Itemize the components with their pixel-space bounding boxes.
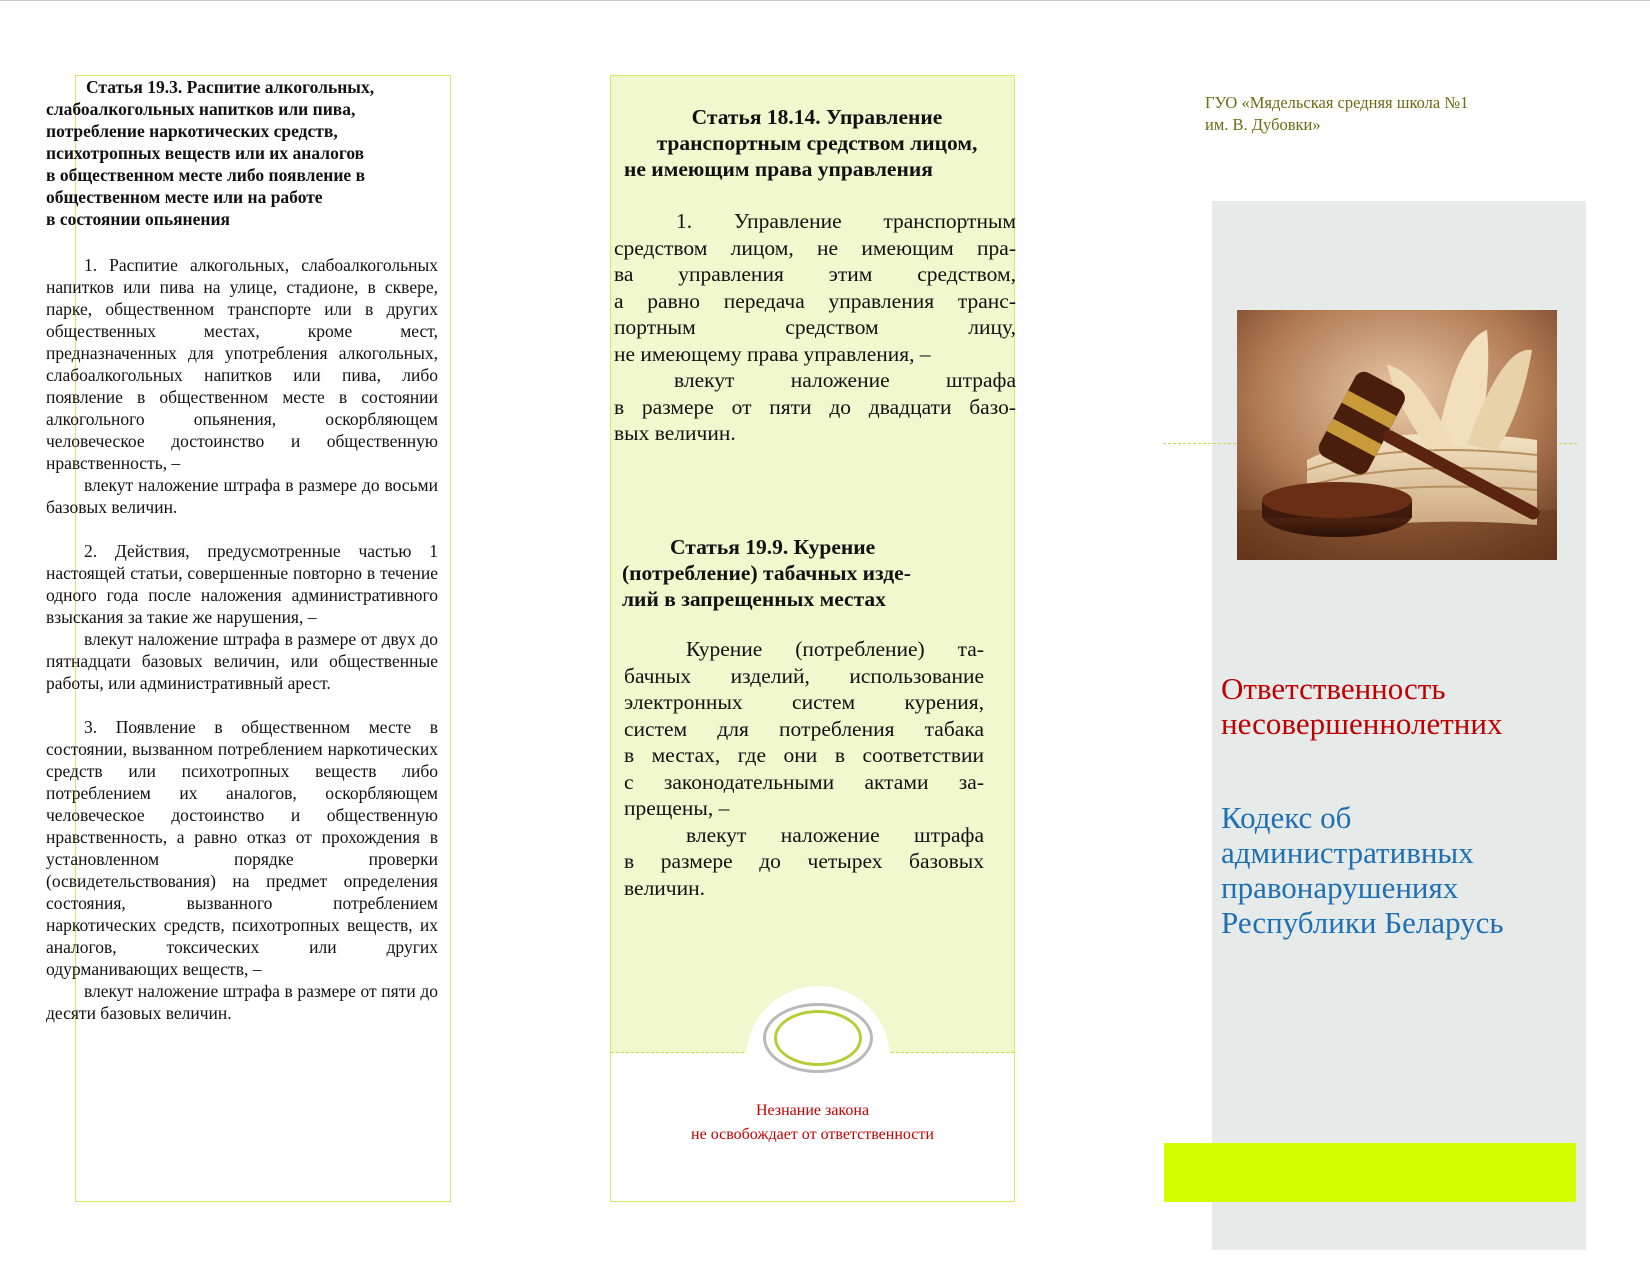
footer-line: не освобождает от ответственности <box>691 1126 934 1143</box>
title-line: Ответственность <box>1221 671 1446 706</box>
article-18-14-body <box>614 208 1016 447</box>
body-line: Курение (потребление) та- <box>686 637 984 661</box>
article-18-14-heading <box>622 104 1012 182</box>
school-line: ГУО «Мядельская средняя школа №1 <box>1205 93 1469 112</box>
top-border-line <box>0 0 1650 1</box>
medal-inner-ring <box>774 1010 862 1066</box>
body-line: в местах, где они в соответствии <box>624 743 984 767</box>
article-19-9-body <box>624 636 984 901</box>
heading-line: потребление наркотических средств, <box>46 121 338 141</box>
body-line: в размере от пяти до двадцати базо- <box>614 394 1016 419</box>
part-1-text: 1. Распитие алкогольных, слабоалкогольных напитков или пива на улице, стадионе, в сквере, парке, общественном транспорте или в других общественных местах, кроме мест, предназначенных для употребления алкогольных, слабоалкогольных напитков или пива, либо появление в общественном месте в состоянии алкогольного опьянения, оскорбляющем человеческое достоинство и общественную нравственность, – <box>46 255 438 473</box>
part-3-penalty: влекут наложение штрафа в размере от пяти до десяти базовых величин. <box>46 981 438 1023</box>
article-19-3-part-2 <box>46 540 438 694</box>
heading-line: психотропных веществ или их аналогов <box>46 143 365 163</box>
footer-note <box>611 1099 1014 1147</box>
title-line: несовершеннолетних <box>1221 706 1503 741</box>
heading-line: в состоянии опьянения <box>46 209 231 229</box>
title-line: Республики Беларусь <box>1221 905 1504 940</box>
title-responsibility <box>1221 671 1502 741</box>
body-line: в размере до четырех базовых <box>624 849 984 873</box>
heading-line: транспортным средством лицом, <box>656 131 978 155</box>
part-2-penalty: влекут наложение штрафа в размере от двух до пятнадцати базовых величин, или общественные работы, или административный арест. <box>46 629 438 693</box>
body-line: с законодательными актами за- <box>624 769 984 794</box>
part-3-text: 3. Появление в общественном месте в состоянии, вызванном потреблением наркотических средств или психотропных веществ либо потреблением их аналогов, оскорбляющем человеческое достоинство и общественную нравственность, а равно отказ от прохождения в установленном порядке проверки (освидетельствования) на предмет определения состояния, вызванного потреблением наркотических средств, психотропных веществ, их аналогов, токсических или других одурманивающих веществ, – <box>46 717 438 979</box>
footer-line: Незнание закона <box>755 1102 870 1119</box>
body-line: бачных изделий, использование <box>624 663 984 688</box>
gavel-book-image <box>1237 310 1557 560</box>
article-19-9-heading <box>622 534 982 612</box>
body-line: величин. <box>624 875 706 900</box>
article-19-3-heading <box>46 76 438 230</box>
title-line: административных <box>1221 835 1474 870</box>
body-line: влекут наложение штрафа <box>674 368 1016 392</box>
body-line: электронных систем курения, <box>624 690 984 714</box>
body-line: не имеющему права управления, – <box>614 341 931 366</box>
heading-line: Статья 19.9. Курение <box>670 535 876 559</box>
heading-line: общественном месте или на работе <box>46 187 323 207</box>
body-line: прещены, – <box>624 796 730 820</box>
article-19-3-part-3 <box>46 716 438 1024</box>
article-19-3 <box>46 76 438 1046</box>
heading-line: в общественном месте либо появление в <box>46 165 366 185</box>
body-line: ва управления этим средством, <box>614 262 1016 286</box>
heading-line: слабоалкогольных напитков или пива, <box>46 99 356 119</box>
body-line: вых величин. <box>614 421 736 445</box>
accent-bar <box>1164 1143 1576 1202</box>
title-line: правонарушениях <box>1221 870 1459 905</box>
heading-line: лий в запрещенных местах <box>622 587 886 611</box>
article-19-3-part-1 <box>46 254 438 518</box>
heading-line: Статья 18.14. Управление <box>691 105 943 129</box>
part-2-text: 2. Действия, предусмотренные частью 1 настоящей статьи, совершенные повторно в течение одного года после наложения административного взыскания за такие же нарушения, – <box>46 541 438 627</box>
title-code <box>1221 800 1504 940</box>
body-line: систем для потребления табака <box>624 716 984 741</box>
body-line: а равно передача управления транс- <box>614 288 1016 313</box>
body-line: портным средством лицу, <box>614 315 1016 339</box>
title-line: Кодекс об <box>1221 800 1352 835</box>
heading-line: не имеющим права управления <box>624 157 933 181</box>
body-line: средством лицом, не имеющим пра- <box>614 235 1016 260</box>
heading-line: Статья 19.3. Распитие алкогольных, <box>86 77 375 97</box>
body-line: 1. Управление транспортным <box>676 209 1016 233</box>
part-1-penalty: влекут наложение штрафа в размере до восьми базовых величин. <box>46 475 438 517</box>
heading-line: (потребление) табачных изде- <box>622 561 911 585</box>
body-line: влекут наложение штрафа <box>686 822 984 847</box>
school-line: им. В. Дубовки» <box>1205 115 1321 134</box>
school-name <box>1205 92 1468 136</box>
